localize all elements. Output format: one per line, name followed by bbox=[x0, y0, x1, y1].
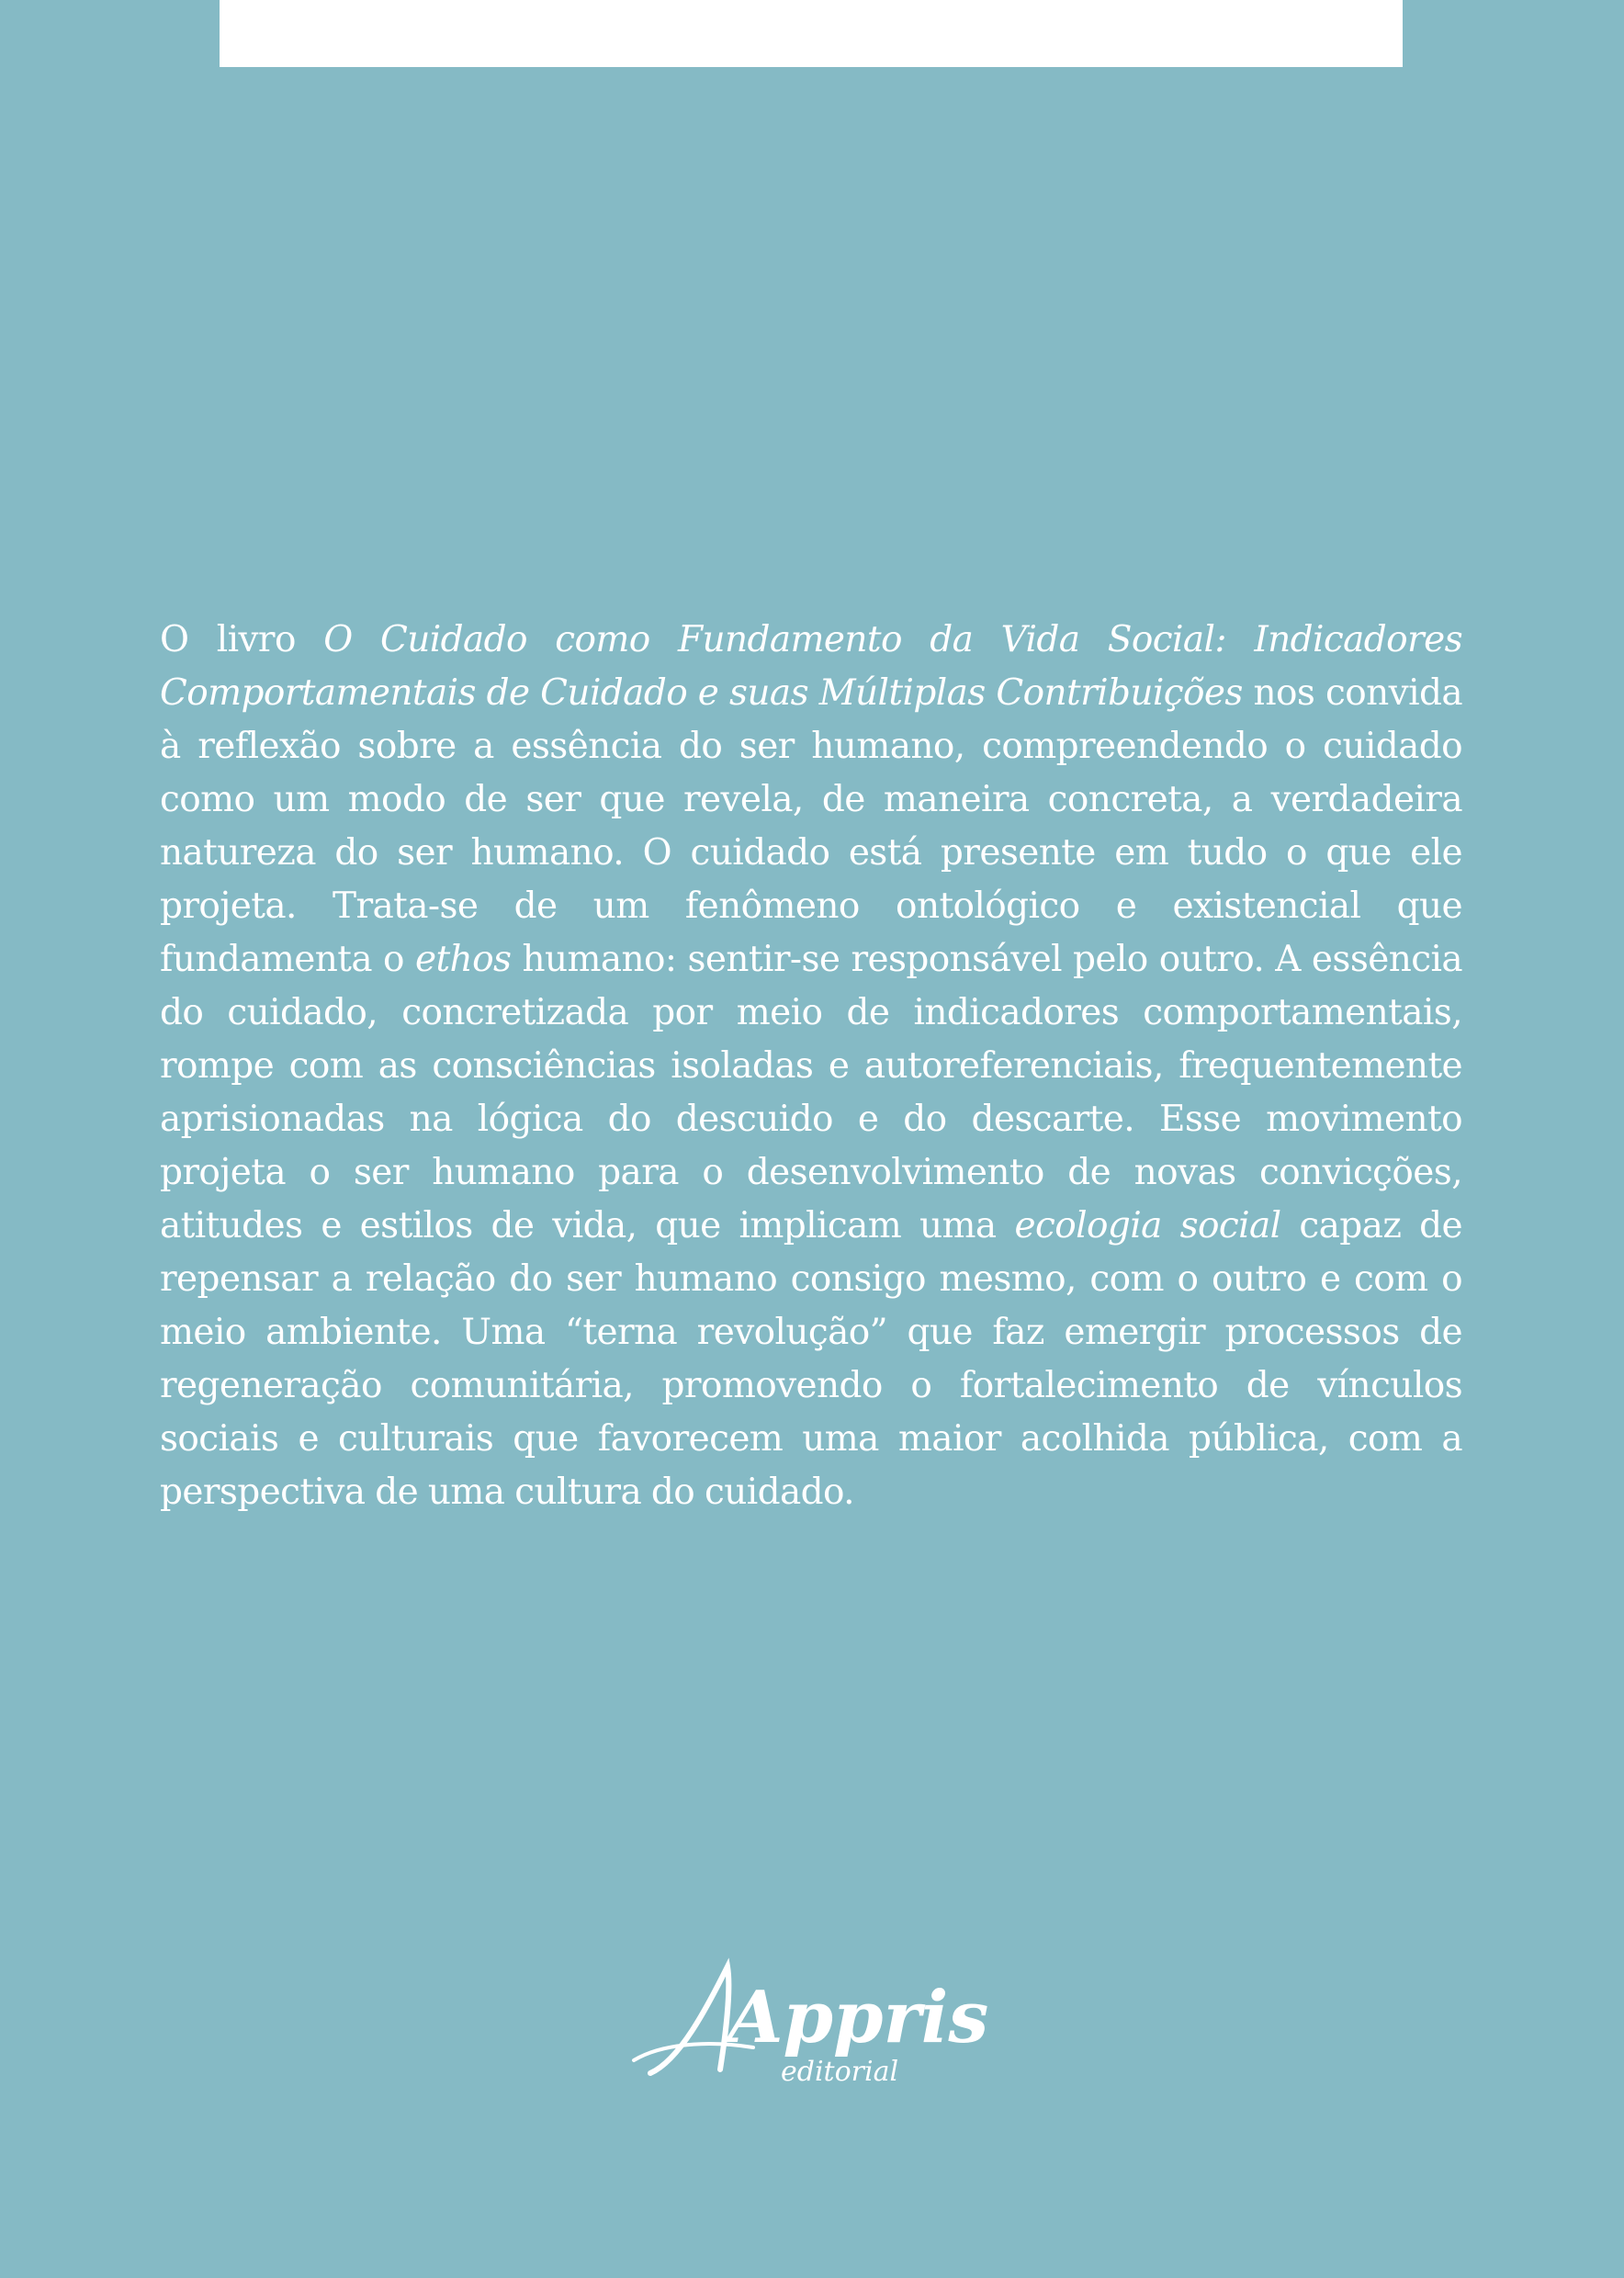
ethos-term: ethos bbox=[415, 939, 512, 980]
appris-editorial-logo bbox=[625, 1952, 989, 2099]
top-white-band bbox=[220, 0, 1403, 67]
blurb-part-2: humano: sentir-se responsável pelo outro. A essência do cuidado, concretizada por meio de indicadores comportamentais, rompe com as consciências isoladas e autoreferenciais, frequentemente aprisionadas na lógica do descuido e do descarte. Esse movimento projeta o ser humano para o desenvolvimento de novas convicções, atitudes e estilos de vida, que implicam uma bbox=[160, 939, 1462, 1246]
blurb-part-1: nos convida à reflexão sobre a essência do ser humano, compreendendo o cuidado como um modo de ser que revela, de maneira concreta, a verdadeira natureza do ser humano. O cuidado está presente em tudo o que ele projeta. Trata-se de um fenômeno ontológico e existencial que fundamenta o bbox=[160, 672, 1463, 980]
blurb-intro: O livro bbox=[160, 619, 324, 660]
appris-logo-icon bbox=[625, 1952, 989, 2099]
book-title: O Cuidado como Fundamento da Vida Social: Indicadores Comportamentais de Cuidado e suas Múltiplas Contribuições bbox=[160, 619, 1462, 714]
back-cover-blurb bbox=[160, 614, 1462, 1519]
ecology-term: ecologia social bbox=[1014, 1205, 1281, 1246]
logo-tagline: editorial bbox=[781, 2056, 899, 2088]
blurb-part-3: capaz de repensar a relação do ser humano consigo mesmo, com o outro e com o meio ambiente. Uma “terna revolução” que faz emergir processos de regeneração comunitária, promovendo o fortalecimento de vínculos sociais e culturais que favorecem uma maior acolhida pública, com a perspectiva de uma cultura do cuidado. bbox=[160, 1205, 1462, 1513]
logo-wordmark: Appris bbox=[727, 1976, 989, 2059]
